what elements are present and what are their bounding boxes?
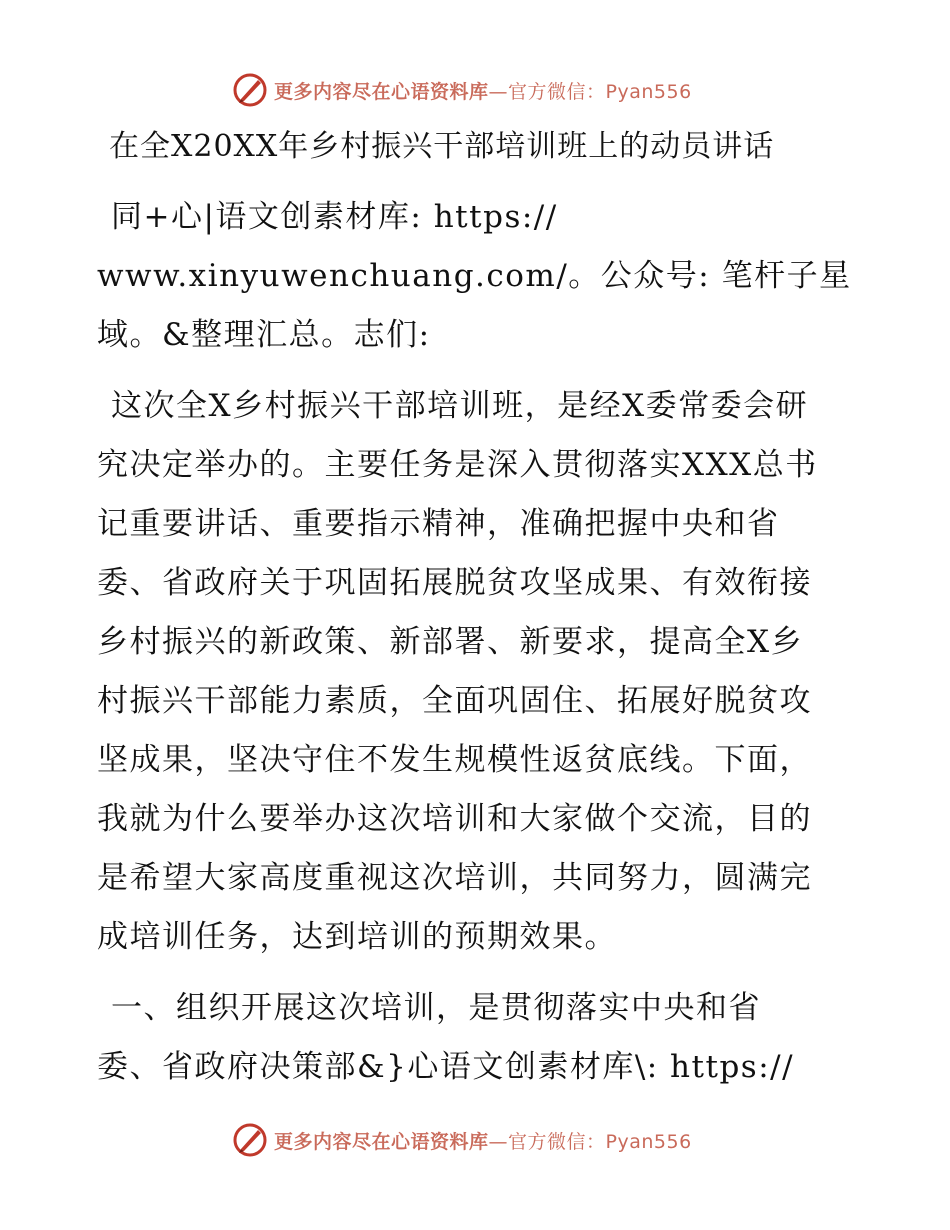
text-line: 坚成果，坚决守住不发生规模性返贫底线。下面，: [97, 742, 812, 778]
text-line: 一、组织开展这次培训，是贯彻落实中央和省: [111, 990, 761, 1026]
text-line: 这次全X乡村振兴干部培训班，是经X委常委会研: [111, 388, 809, 424]
header-banner-text: [274, 77, 692, 104]
text-line: 是希望大家高度重视这次培训，共同努力，圆满完: [97, 860, 812, 896]
quill-logo-icon: [232, 1122, 268, 1158]
header-brand-text: 更多内容尽在心语资料库: [274, 80, 489, 103]
footer-official-label: 官方微信：: [508, 1130, 606, 1153]
document-body: [97, 122, 887, 1097]
text-line: 乡村振兴的新政策、新部署、新要求，提高全X乡: [97, 624, 804, 660]
text-line: 委、省政府关于巩固拓展脱贫攻坚成果、有效衔接: [97, 565, 812, 601]
footer-brand-text: 更多内容尽在心语资料库: [274, 1130, 489, 1153]
header-wechat-id: Pyan556: [605, 80, 692, 103]
text-line: 同+心|语文创素材库: https://: [111, 199, 558, 235]
paragraph-section-one: [97, 979, 887, 1097]
paragraph-source-info: [97, 188, 887, 365]
footer-dash: —: [488, 1130, 509, 1153]
text-line: 记重要讲话、重要指示精神，准确把握中央和省: [97, 506, 780, 542]
text-line: 究决定举办的。主要任务是深入贯彻落实XXX总书: [97, 447, 818, 483]
quill-logo-icon: [232, 72, 268, 108]
footer-banner-text: [274, 1127, 692, 1154]
footer-banner: [232, 1120, 752, 1160]
header-dash: —: [488, 80, 509, 103]
document-title: 在全X20XX年乡村振兴干部培训班上的动员讲话: [109, 129, 775, 164]
header-banner: [232, 70, 752, 110]
paragraph-intro: [97, 377, 887, 967]
text-line: www.xinyuwenchuang.com/。公众号: 笔杆子星: [97, 258, 852, 294]
footer-wechat-id: Pyan556: [605, 1130, 692, 1153]
text-line: 成培训任务，达到培训的预期效果。: [97, 919, 617, 955]
text-line: 委、省政府决策部&}心语文创素材库\: https://: [97, 1049, 795, 1085]
text-line: 我就为什么要举办这次培训和大家做个交流，目的: [97, 801, 812, 837]
text-line: 域。&整理汇总。志们:: [97, 317, 431, 353]
text-line: 村振兴干部能力素质，全面巩固住、拓展好脱贫攻: [97, 683, 812, 719]
header-official-label: 官方微信：: [508, 80, 606, 103]
